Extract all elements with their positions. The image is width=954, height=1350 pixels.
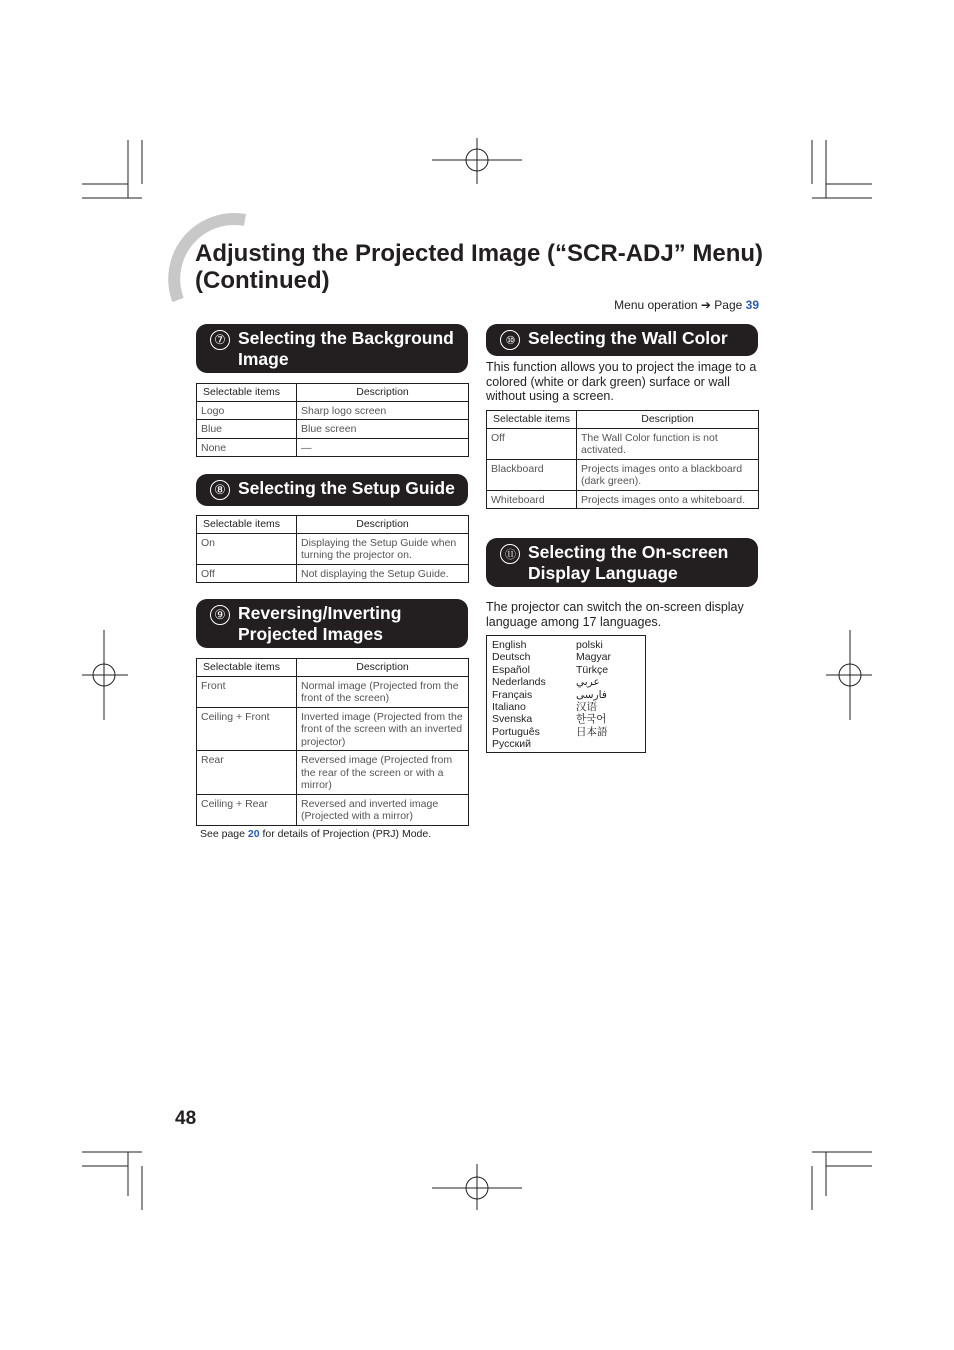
column-header: Description: [297, 659, 469, 677]
section-number-icon: ⑪: [500, 544, 520, 564]
column-header: Selectable items: [487, 411, 577, 429]
column-header: Description: [297, 384, 469, 402]
table-cell-item: Blackboard: [487, 459, 577, 490]
table-cell-item: Front: [197, 676, 297, 707]
table-row: [197, 676, 469, 707]
page-number: 48: [175, 1108, 197, 1129]
table-cell-item: Off: [487, 428, 577, 459]
table-row: [197, 533, 469, 564]
menu-operation-label: Menu operation ➔ Page: [614, 298, 743, 312]
section-heading-text: Selecting the Setup Guide: [238, 478, 455, 498]
table-cell-item: Blue: [197, 420, 297, 439]
list-item: 한국어: [576, 713, 607, 726]
table-cell-item: Ceiling + Front: [197, 707, 297, 751]
table-cell-description: Blue screen: [297, 420, 469, 439]
column-header: Selectable items: [197, 659, 297, 677]
list-item: 汉语: [576, 701, 597, 714]
column-header: Selectable items: [197, 384, 297, 402]
list-item: English: [492, 639, 527, 651]
table-cell-item: Logo: [197, 401, 297, 420]
menu-operation-page-link[interactable]: 39: [745, 298, 759, 312]
table-cell-description: —: [297, 438, 469, 457]
list-item: Deutsch: [492, 651, 531, 664]
wall-color-intro: This function allows you to project the image to a colored (white or dark green) surface or wall without using a screen.: [486, 360, 757, 403]
list-item: عربي: [576, 676, 600, 689]
list-item: 日本語: [576, 725, 608, 738]
section-heading-setup-guide: [196, 474, 468, 506]
table-row: [197, 751, 469, 795]
list-item: Português: [492, 725, 540, 738]
language-column: [576, 639, 611, 749]
table-row: [197, 401, 469, 420]
section-number-icon: ⑨: [210, 605, 230, 625]
reversing-table: [196, 658, 469, 826]
column-header: Description: [577, 411, 759, 429]
list-item: Nederlands: [492, 676, 546, 689]
note-prefix: See page: [200, 828, 245, 840]
table-cell-description: Displaying the Setup Guide when turning the projector on.: [297, 533, 469, 564]
language-column: [492, 639, 576, 749]
table-cell-description: Projects images onto a blackboard (dark green).: [577, 459, 759, 490]
table-cell-description: Inverted image (Projected from the front of the screen with an inverted projector): [297, 707, 469, 751]
list-item: polski: [576, 639, 603, 651]
column-header: Selectable items: [197, 516, 297, 534]
projection-mode-note: [200, 828, 480, 840]
column-header: Description: [297, 516, 469, 534]
table-cell-item: Whiteboard: [487, 490, 577, 509]
section-heading-text: Selecting the On-screen Display Language: [528, 542, 729, 583]
list-item: Svenska: [492, 713, 533, 726]
table-row: [197, 420, 469, 439]
table-cell-description: Not displaying the Setup Guide.: [297, 564, 469, 583]
section-heading-text: Selecting the Background Image: [238, 328, 454, 369]
table-row: [487, 428, 759, 459]
table-row: [487, 490, 759, 509]
language-list-box: [486, 635, 646, 753]
section-heading-text: Selecting the Wall Color: [528, 328, 728, 348]
section-number-icon: ⑦: [210, 330, 230, 350]
table-cell-description: Reversed and inverted image (Projected with a mirror): [297, 794, 469, 825]
table-cell-description: Sharp logo screen: [297, 401, 469, 420]
table-cell-item: Off: [197, 564, 297, 583]
list-item: Italiano: [492, 701, 526, 714]
list-item: Русский: [492, 738, 531, 751]
table-cell-item: None: [197, 438, 297, 457]
page-title: Adjusting the Projected Image (“SCR-ADJ” Menu) (Continued): [195, 240, 764, 294]
table-row: [197, 707, 469, 751]
wall-color-table: [486, 410, 759, 509]
table-cell-item: Ceiling + Rear: [197, 794, 297, 825]
table-cell-description: Normal image (Projected from the front of the screen): [297, 676, 469, 707]
list-item: Magyar: [576, 651, 612, 664]
section-heading-background: [196, 324, 468, 373]
table-cell-description: Reversed image (Projected from the rear of the screen or with a mirror): [297, 751, 469, 795]
section-heading-language: [486, 538, 758, 587]
table-cell-description: The Wall Color function is not activated.: [577, 428, 759, 459]
table-row: [197, 564, 469, 583]
background-table: [196, 383, 469, 457]
table-cell-item: Rear: [197, 751, 297, 795]
setup-guide-table: [196, 515, 469, 583]
list-item: Español: [492, 663, 530, 676]
section-heading-reversing: [196, 599, 468, 648]
table-cell-description: Projects images onto a whiteboard.: [577, 490, 759, 509]
note-page-link[interactable]: 20: [247, 828, 260, 840]
language-intro: The projector can switch the on-screen display language among 17 languages.: [486, 600, 744, 629]
section-number-icon: ⑩: [500, 330, 520, 350]
table-row: [487, 459, 759, 490]
note-suffix: for details of Projection (PRJ) Mode.: [262, 828, 432, 840]
table-row: [197, 794, 469, 825]
menu-operation-reference: [560, 298, 759, 312]
list-item: Türkçe: [576, 663, 609, 676]
section-heading-wall-color: [486, 324, 758, 356]
list-item: فارسی: [576, 688, 607, 701]
table-cell-item: On: [197, 533, 297, 564]
list-item: Français: [492, 688, 533, 701]
table-row: [197, 438, 469, 457]
section-number-icon: ⑧: [210, 480, 230, 500]
section-heading-text: Reversing/Inverting Projected Images: [238, 603, 402, 644]
